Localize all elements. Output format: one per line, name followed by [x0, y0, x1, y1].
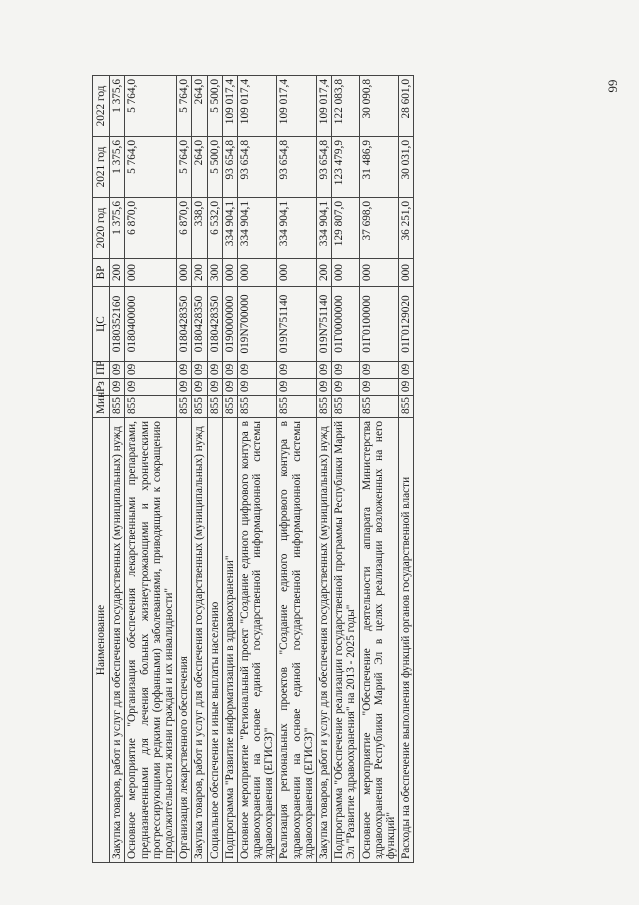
- cell-pr: 09: [317, 362, 332, 379]
- header-min: Мин: [93, 396, 110, 418]
- cell-vr: 000: [177, 259, 192, 287]
- cell-vr: 000: [222, 259, 237, 287]
- cell-2020: 6 870,0: [125, 198, 177, 259]
- table-row: [399, 76, 414, 863]
- cell-cs: 019N700000: [237, 287, 277, 362]
- table-row: [277, 76, 317, 863]
- cell-2022: 30 090,8: [359, 76, 399, 137]
- cell-cs: 0180428350: [192, 287, 207, 362]
- cell-2021: 93 654,8: [277, 137, 317, 198]
- cell-rz: 09: [237, 379, 277, 396]
- cell-min: 855: [332, 396, 359, 418]
- cell-min: 855: [125, 396, 177, 418]
- cell-pr: 09: [177, 362, 192, 379]
- page-number: 66: [605, 79, 621, 93]
- cell-pr: 09: [277, 362, 317, 379]
- cell-2021: 30 031,0: [399, 137, 414, 198]
- table-body: [110, 76, 414, 863]
- cell-name: Подпрограмма "Обеспечение реализации государственной программы Республики Марий Эл "Развитие здравоохранения" на 2013 - 2025 годы": [332, 418, 359, 863]
- cell-rz: 09: [110, 379, 125, 396]
- header-2022: 2022 год: [93, 76, 110, 137]
- cell-min: 855: [177, 396, 192, 418]
- cell-2021: 5 764,0: [177, 137, 192, 198]
- cell-2020: 36 251,0: [399, 198, 414, 259]
- cell-2021: 5 764,0: [125, 137, 177, 198]
- table-row: [110, 76, 125, 863]
- cell-2022: 5 764,0: [125, 76, 177, 137]
- cell-vr: 000: [399, 259, 414, 287]
- cell-cs: 01Г0000000: [332, 287, 359, 362]
- cell-cs: 01Г0129020: [399, 287, 414, 362]
- cell-vr: 200: [192, 259, 207, 287]
- header-vr: ВР: [93, 259, 110, 287]
- cell-vr: 300: [207, 259, 222, 287]
- cell-min: 855: [222, 396, 237, 418]
- cell-rz: 09: [222, 379, 237, 396]
- cell-pr: 09: [399, 362, 414, 379]
- budget-table: [92, 75, 414, 863]
- table-row: [192, 76, 207, 863]
- cell-min: 855: [110, 396, 125, 418]
- cell-2020: 334 904,1: [222, 198, 237, 259]
- cell-rz: 09: [399, 379, 414, 396]
- cell-vr: 000: [277, 259, 317, 287]
- cell-name: Социальное обеспечение и иные выплаты населению: [207, 418, 222, 863]
- cell-2020: 6 870,0: [177, 198, 192, 259]
- cell-2022: 5 764,0: [177, 76, 192, 137]
- budget-table-sheet: [92, 75, 602, 863]
- table-row: [207, 76, 222, 863]
- cell-2022: 122 083,8: [332, 76, 359, 137]
- header-name: Наименование: [93, 418, 110, 863]
- cell-2020: 1 375,6: [110, 198, 125, 259]
- cell-vr: 000: [332, 259, 359, 287]
- table-row: [222, 76, 237, 863]
- cell-2021: 5 500,0: [207, 137, 222, 198]
- cell-2021: 93 654,8: [222, 137, 237, 198]
- cell-name: Закупка товаров, работ и услуг для обеспечения государственных (муниципальных) нужд: [110, 418, 125, 863]
- cell-name: Подпрограмма "Развитие информатизации в здравоохранении": [222, 418, 237, 863]
- cell-2020: 129 807,0: [332, 198, 359, 259]
- cell-2020: 6 532,0: [207, 198, 222, 259]
- cell-rz: 09: [192, 379, 207, 396]
- cell-2022: 264,0: [192, 76, 207, 137]
- cell-2022: 109 017,4: [237, 76, 277, 137]
- cell-rz: 09: [177, 379, 192, 396]
- table-row: [359, 76, 399, 863]
- cell-vr: 200: [110, 259, 125, 287]
- cell-pr: 09: [125, 362, 177, 379]
- cell-2020: 334 904,1: [277, 198, 317, 259]
- cell-cs: 019N751140: [317, 287, 332, 362]
- cell-rz: 09: [359, 379, 399, 396]
- cell-pr: 09: [207, 362, 222, 379]
- cell-cs: 01Г0100000: [359, 287, 399, 362]
- cell-name: Реализация региональных проектов "Создание единого цифрового контура в здравоохранении на основе единой государственной информационной системы здравоохранения (ЕГИСЗ)": [277, 418, 317, 863]
- cell-2020: 334 904,1: [237, 198, 277, 259]
- cell-2020: 334 904,1: [317, 198, 332, 259]
- cell-2021: 123 479,9: [332, 137, 359, 198]
- cell-pr: 09: [359, 362, 399, 379]
- cell-2021: 264,0: [192, 137, 207, 198]
- cell-2021: 93 654,8: [317, 137, 332, 198]
- cell-name: Закупка товаров, работ и услуг для обеспечения государственных (муниципальных) нужд: [192, 418, 207, 863]
- cell-2022: 5 500,0: [207, 76, 222, 137]
- cell-vr: 000: [237, 259, 277, 287]
- cell-2020: 338,0: [192, 198, 207, 259]
- cell-name: Основное мероприятие "Региональный проект "Создание единого цифрового контура в здравоохранении на основе единой государственной информационной системы здравоохранения (ЕГИСЗ)": [237, 418, 277, 863]
- cell-name: Основное мероприятие "Организация обеспечения лекарственными препаратами, предназначенными для лечения больных жизнеугрожающими и хроническими прогрессирующими редкими (орфанными) заболеваниями, приводящими к сокращению продолжительности жизни граждан и их инвалидности": [125, 418, 177, 863]
- table-row: [125, 76, 177, 863]
- header-rz: Рз: [93, 379, 110, 396]
- cell-2022: 109 017,4: [277, 76, 317, 137]
- cell-2022: 109 017,4: [222, 76, 237, 137]
- cell-2021: 93 654,8: [237, 137, 277, 198]
- cell-min: 855: [359, 396, 399, 418]
- cell-pr: 09: [222, 362, 237, 379]
- cell-vr: 000: [359, 259, 399, 287]
- cell-2022: 28 601,0: [399, 76, 414, 137]
- cell-cs: 0180352160: [110, 287, 125, 362]
- table-row: [332, 76, 359, 863]
- table-row: [317, 76, 332, 863]
- header-cs: ЦС: [93, 287, 110, 362]
- table-header-row: [93, 76, 110, 863]
- cell-cs: 0190000000: [222, 287, 237, 362]
- header-2021: 2021 год: [93, 137, 110, 198]
- cell-2022: 109 017,4: [317, 76, 332, 137]
- cell-2022: 1 375,6: [110, 76, 125, 137]
- cell-rz: 09: [207, 379, 222, 396]
- cell-pr: 09: [192, 362, 207, 379]
- cell-cs: 0180428350: [207, 287, 222, 362]
- cell-name: Закупка товаров, работ и услуг для обеспечения государственных (муниципальных) нужд: [317, 418, 332, 863]
- cell-pr: 09: [237, 362, 277, 379]
- cell-name: Расходы на обеспечение выполнения функций органов государственной власти: [399, 418, 414, 863]
- header-2020: 2020 год: [93, 198, 110, 259]
- table-row: [177, 76, 192, 863]
- cell-min: 855: [317, 396, 332, 418]
- cell-rz: 09: [317, 379, 332, 396]
- cell-pr: 09: [332, 362, 359, 379]
- cell-2020: 37 698,0: [359, 198, 399, 259]
- header-pr: ПР: [93, 362, 110, 379]
- cell-name: Основное мероприятие "Обеспечение деятельности аппарата Министерства здравоохранения Республики Марий Эл в целях реализации возложенных на него функций": [359, 418, 399, 863]
- cell-cs: 019N751140: [277, 287, 317, 362]
- cell-rz: 09: [332, 379, 359, 396]
- cell-vr: 200: [317, 259, 332, 287]
- cell-min: 855: [207, 396, 222, 418]
- cell-rz: 09: [125, 379, 177, 396]
- table-row: [237, 76, 277, 863]
- cell-cs: 0180400000: [125, 287, 177, 362]
- cell-min: 855: [192, 396, 207, 418]
- cell-vr: 000: [125, 259, 177, 287]
- cell-min: 855: [399, 396, 414, 418]
- cell-name: Организация лекарственного обеспечения: [177, 418, 192, 863]
- cell-2021: 1 375,6: [110, 137, 125, 198]
- cell-cs: 0180428350: [177, 287, 192, 362]
- cell-pr: 09: [110, 362, 125, 379]
- cell-min: 855: [277, 396, 317, 418]
- cell-2021: 31 486,9: [359, 137, 399, 198]
- cell-rz: 09: [277, 379, 317, 396]
- cell-min: 855: [237, 396, 277, 418]
